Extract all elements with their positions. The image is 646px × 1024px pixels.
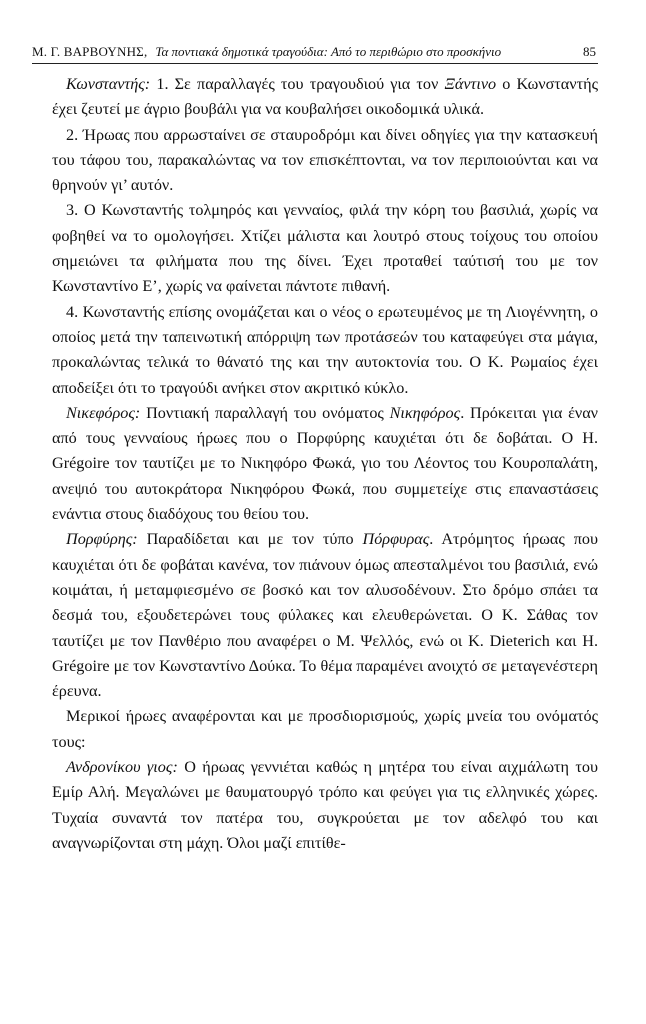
paragraph: 3. Ο Κωνσταντής τολμηρός και γενναίος, φιλά την κόρη του βασιλιά, χωρίς να φοβηθεί να το ομολογήσει. Χτίζει μάλιστα και λουτρό στους τοίχους του οποίου σημειώνει τα φιλήματα που της δίνει. Έχει προταθεί ταύτισή του με τον Κωνσταντίνο Ε’, χωρίς να φαίνεται πάντοτε πιθανή. xyxy=(52,201,598,296)
paragraph: Πορφύρης: Παραδίδεται και με τον τύπο Πόρφυρας. Ατρόμητος ήρωας που καυχιέται ότι δε φοβάται κανένα, τον πιάνουν όμως απεσταλμένοι του βασιλιά, ενώ κοιμάται, ή μεταμφιεσμένο σε βοσκό και τον αλυσοδένουν. Στο δρόμο σπάει τα δεσμά του, εξουδετερώνει τους φύλακες και ελευθερώνεται. Ο Κ. Σάθας τον ταυτίζει με τον Πανθέριο που αναφέρει ο Μ. Ψελλός, ενώ οι Κ. Dieterich και Η. Grégoire με τον Κωνσταντίνο Δούκα. Το θέμα παραμένει ανοιχτό σε μεταγενέστερη έρευνα. xyxy=(52,530,598,701)
entry-name-variant: Ξάντινο xyxy=(444,75,497,93)
paragraph: Ανδρονίκου γιος: Ο ήρωας γεννιέται καθώς η μητέρα του είναι αιχμάλωτη του Εμίρ Αλή. Μεγαλώνει με θαυματουργό τρόπο και φεύγει για τις ελληνικές χώρες. Τυχαία συναντά τον πατέρα του, συγκρούεται με τον αδελφό του και αναγνωρίζονται στη μάχη. Όλοι μαζί επιτίθε- xyxy=(52,758,598,852)
header-rule xyxy=(32,63,598,64)
header-author: Μ. Γ. ΒΑΡΒΟΥΝΗΣ, xyxy=(32,44,148,59)
running-header xyxy=(32,44,598,60)
paragraph: Κωνσταντής: 1. Σε παραλλαγές του τραγουδιού για τον Ξάντινο ο Κωνσταντής έχει ζευτεί με άγριο βουβάλι για να κουβαλήσει οικοδομικά υλικά. xyxy=(52,75,598,119)
body-text xyxy=(52,72,598,856)
entry-name-variant: Νικηφόρος xyxy=(389,403,461,422)
header-book-title: Τα ποντιακά δημοτικά τραγούδια: Από το περιθώριο στο προσκήνιο xyxy=(155,44,502,59)
paragraph: 4. Κωνσταντής επίσης ονομάζεται και ο νέος ο ερωτευμένος με τη Λιογέννητη, ο οποίος μετά την ταπεινωτική απόρριψη των προτάσεών του καταφεύγει στα μάγια, προκαλώντας τελικά το θάνατό της και την αυτοκτονία του. Ο Κ. Ρωμαίος έχει αποδείξει ότι το τραγούδι ανήκει στον ακριτικό κύκλο. xyxy=(52,302,598,397)
paragraph: Νικεφόρος: Ποντιακή παραλλαγή του ονόματος Νικηφόρος. Πρόκειται για έναν από τους γενναίους ήρωες που ο Πορφύρης καυχιέται ότι δε δοβάται. Ο Η. Grégoire τον ταυτίζει με το Νικηφόρο Φωκά, γιο του Λέοντος του Κουροπαλάτη, ανεψιό του αυτοκράτορα Νικηφόρου Φωκά, που συμμετείχε στις επαναστάσεις ενάντια στους διαδόχους του θείου του. xyxy=(52,403,598,524)
paragraph: Μερικοί ήρωες αναφέρονται και με προσδιορισμούς, χωρίς μνεία του ονόματός τους: xyxy=(52,707,598,751)
entry-name: Πορφύρης: xyxy=(66,530,138,549)
page-number: 85 xyxy=(583,44,596,59)
entry-name: Ανδρονίκου γιος: xyxy=(66,758,178,777)
entry-name-variant: Πόρφυρας xyxy=(362,530,430,549)
entry-name: Κωνσταντής: xyxy=(66,75,151,93)
paragraph: 2. Ήρωας που αρρωσταίνει σε σταυροδρόμι και δίνει οδηγίες για την κατασκευή του τάφου του, παρακαλώντας να τον επισκέπτονται, να τον περιποιούνται και να θρηνούν γι’ αυτόν. xyxy=(52,125,598,195)
entry-name: Νικεφόρος: xyxy=(66,403,141,422)
